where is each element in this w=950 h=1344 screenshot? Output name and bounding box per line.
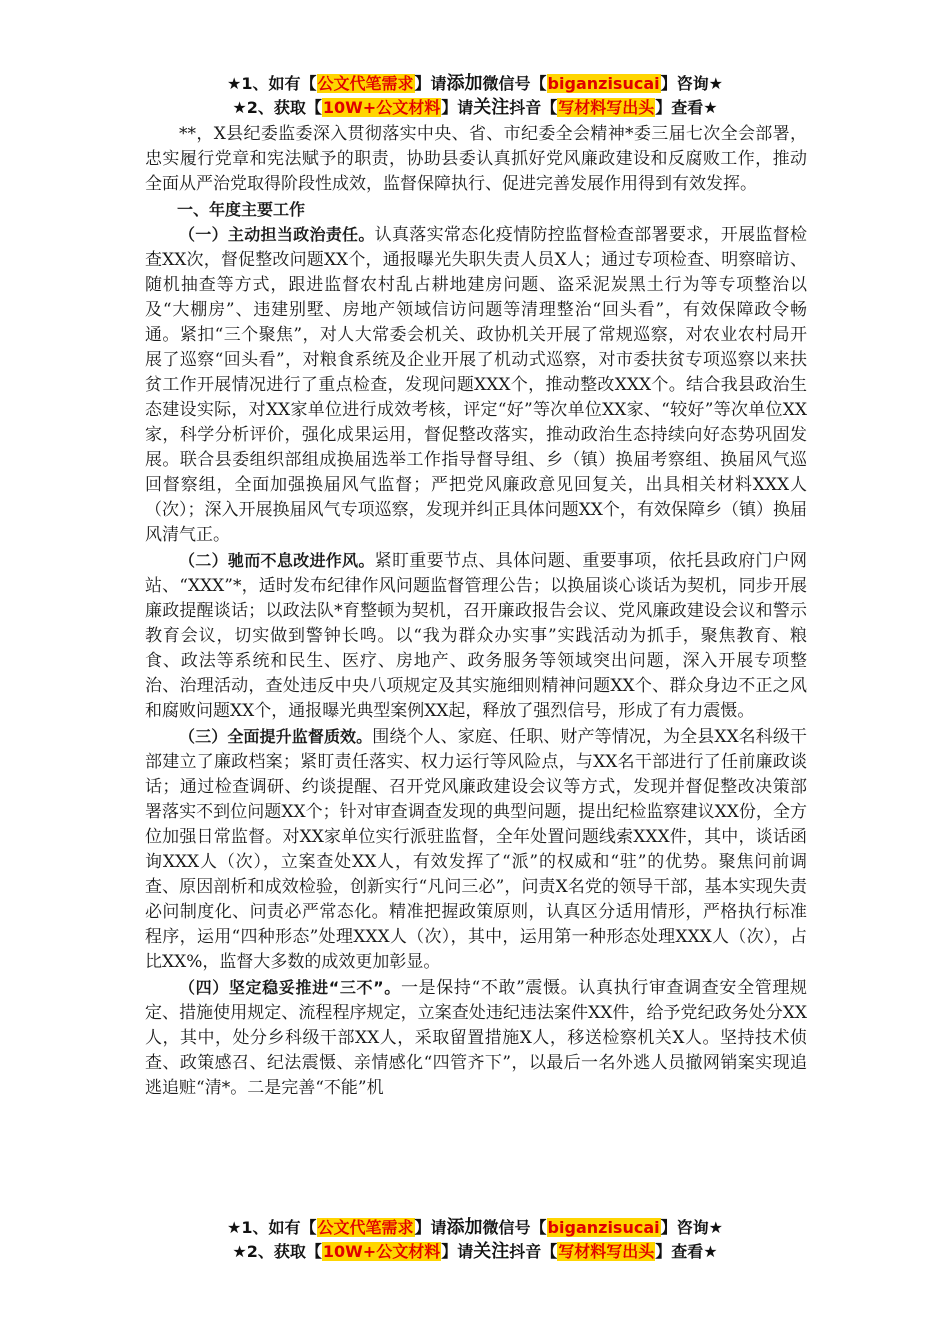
banner-highlight-wechat: biganzisucai <box>547 74 660 93</box>
section-3-title: （三）全面提升监督质效。 <box>179 727 373 746</box>
banner-text: 抖音【 <box>509 98 558 117</box>
section-4-paragraph <box>145 975 807 1101</box>
banner-text: ★2、获取【 <box>232 98 322 117</box>
section-3-paragraph <box>145 724 807 975</box>
section-4-title: （四）坚定稳妥推进“三不”。 <box>179 978 401 997</box>
banner-emphasis: 关注 <box>473 97 510 118</box>
banner-text: 】咨询★ <box>660 74 723 93</box>
section-4-text: 一是保持“不敢”震慑。认真执行审查调查安全管理规定、措施使用规定、流程程序规定，立案查处违纪违法案件XX件，给予党纪政务处分XX人，其中，处分乡科级干部XX人，采取留置措施X人，移送检察机关X人。坚持技术侦查、政策感召、纪法震慑、亲情感化“四管齐下”，以最后一名外逃人员撤网销案实现追逃追赃“清*。二是完善“不能”机 <box>145 978 807 1098</box>
banner-text: 】请 <box>414 74 447 93</box>
section-1-text: 认真落实常态化疫情防控监督检查部署要求，开展监督检查XX次，督促整改问题XX个，通报曝光失职失责人员X人；通过专项检查、明察暗访、随机抽查等方式，跟进监督农村乱占耕地建房问题、盗采泥炭黑土行为等专项整治以及“大棚房”、违建别墅、房地产领域信访问题等清理整治“回头看”，有效保障政令畅通。紧扣“三个聚焦”，对人大常委会机关、政协机关开展了常规巡察，对农业农村局开展了巡察“回头看”，对粮食系统及企业开展了机动式巡察，对市委扶贫专项巡察以来扶贫工作开展情况进行了重点检查，发现问题XXX个，推动整改XXX个。结合我县政治生态建设实际，对XX家单位进行成效考核，评定“好”等次单位XX家、“较好”等次单位XX家，科学分析评价，强化成果运用，督促整改落实，推动政治生态持续向好态势巩固发展。联合县委组织部组成换届选举工作指导督导组、乡（镇）换届考察组、换届风气巡回督察组，全面加强换届风气监督；严把党风廉政意见回复关，出具相关材料XXX人（次）；深入开展换届风气专项巡察，发现并纠正具体问题XX个，有效保障乡（镇）换届风清气正。 <box>145 225 807 545</box>
banner-text: 】查看★ <box>655 98 718 117</box>
banner-emphasis: 添加 <box>446 73 483 94</box>
section-2-text: 紧盯重要节点、具体问题、重要事项，依托县政府门户网站、“XXX”*，适时发布纪律作风问题监督管理公告；以换届谈心谈话为契机，同步开展廉政提醒谈话；以政法队*育整顿为契机，召开廉政报告会议、党风廉政建设会议和警示教育会议，切实做到警钟长鸣。以“我为群众办实事”实践活动为抓手，聚焦教育、粮食、政法等系统和民生、医疗、房地产、政务服务等领域突出问题，深入开展专项整治、治理活动，查处违反中央八项规定及其实施细则精神问题XX个、群众身边不正之风和腐败问题XX个，通报曝光典型案例XX起，释放了强烈信号，形成了有力震慑。 <box>145 551 807 721</box>
banner-text: 】查看★ <box>655 1242 718 1261</box>
banner-highlight: 公文代笔需求 <box>317 1218 414 1237</box>
banner-line-1 <box>0 1216 950 1240</box>
banner-highlight-douyin: 写材料写出头 <box>558 98 655 117</box>
banner-highlight: 10W+公文材料 <box>322 98 441 117</box>
banner-text: 】请 <box>441 1242 474 1261</box>
banner-highlight: 10W+公文材料 <box>322 1242 441 1261</box>
section-heading: 一、年度主要工作 <box>177 200 306 219</box>
section-1-title: （一）主动担当政治责任。 <box>179 225 375 244</box>
banner-text: ★1、如有【 <box>227 1218 317 1237</box>
banner-highlight-douyin: 写材料写出头 <box>558 1242 655 1261</box>
section-3-text: 围绕个人、家庭、任职、财产等情况，为全县XX名科级干部建立了廉政档案；紧盯责任落实、权力运行等风险点，与XX名干部进行了任前廉政谈话；通过检查调研、约谈提醒、召开党风廉政建设会议等方式，发现并督促整改决策部署落实不到位问题XX个；针对审查调查发现的典型问题，提出纪检监察建议XX份，全方位加强日常监督。对XX家单位实行派驻监督，全年处置问题线索XXX件，其中，谈话函询XXX人（次），立案查处XX人，有效发挥了“派”的权威和“驻”的优势。聚焦问前调查、原因剖析和成效检验，创新实行“凡问三必”，问责X名党的领导干部，基本实现失责必问制度化、问责必严常态化。精准把握政策原则，认真区分适用情形，严格执行标准程序，运用“四种形态”处理XXX人（次），其中，运用第一种形态处理XXX人（次），占比XX%，监督大多数的成效更加彰显。 <box>145 727 807 972</box>
banner-highlight: 公文代笔需求 <box>317 74 414 93</box>
section-1-paragraph <box>145 222 807 548</box>
intro-paragraph: **，X县纪委监委深入贯彻落实中央、省、市纪委全会精神*委三届七次全会部署，忠实履行党章和宪法赋予的职责，协助县委认真抓好党风廉政建设和反腐败工作，推动全面从严治党取得阶段性成效，监督保障执行、促进完善发展作用得到有效发挥。 <box>145 124 807 194</box>
banner-text: 】请 <box>441 98 474 117</box>
document-body <box>145 122 807 1101</box>
banner-line-2 <box>0 1240 950 1264</box>
banner-highlight-wechat: biganzisucai <box>547 1218 660 1237</box>
header-banner <box>0 72 950 120</box>
banner-text: 微信号【 <box>482 1218 547 1237</box>
section-2-title: （二）驰而不息改进作风。 <box>179 551 375 570</box>
banner-text: 】请 <box>414 1218 447 1237</box>
banner-emphasis: 添加 <box>446 1217 483 1238</box>
banner-text: 抖音【 <box>509 1242 558 1261</box>
banner-text: 】咨询★ <box>660 1218 723 1237</box>
banner-line-1 <box>0 72 950 96</box>
banner-line-2 <box>0 96 950 120</box>
banner-text: ★2、获取【 <box>232 1242 322 1261</box>
section-2-paragraph <box>145 548 807 724</box>
footer-banner <box>0 1216 950 1264</box>
banner-text: 微信号【 <box>482 74 547 93</box>
banner-emphasis: 关注 <box>473 1241 510 1262</box>
banner-text: ★1、如有【 <box>227 74 317 93</box>
